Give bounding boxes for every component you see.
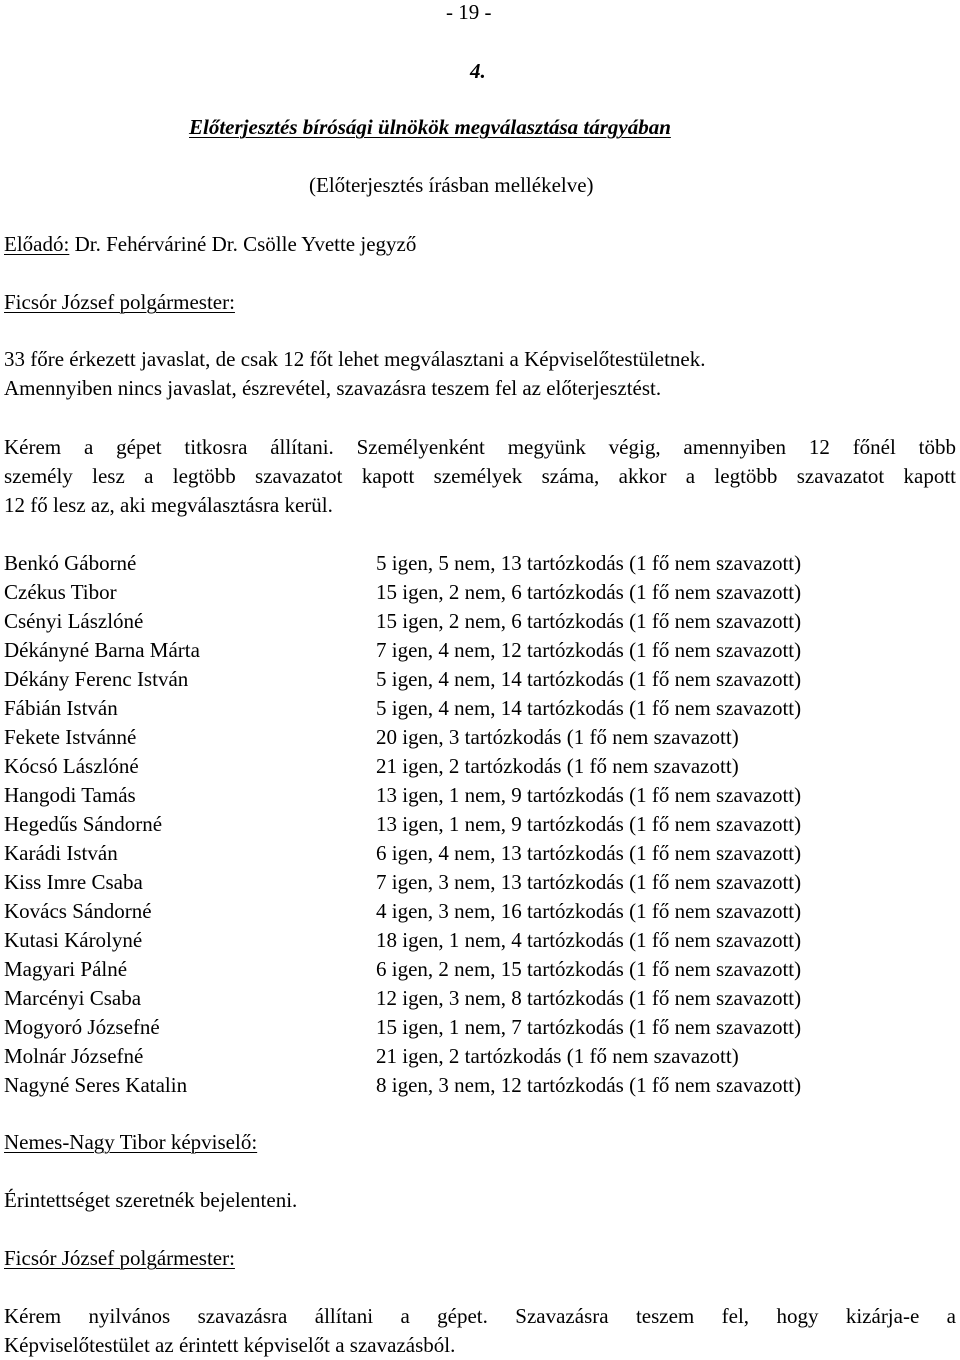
candidate-name: Kócsó Lászlóné — [4, 754, 139, 778]
vote-row — [4, 665, 956, 694]
candidate-name: Czékus Tibor — [4, 580, 117, 604]
speaker-heading-mayor-2: Ficsór József polgármester: — [4, 1246, 235, 1270]
vote-result: 21 igen, 2 tartózkodás (1 fő nem szavazott) — [376, 754, 739, 778]
agenda-item-title: Előterjesztés bírósági ülnökök megválasztása tárgyában — [189, 115, 671, 139]
paragraph-line: személy lesz a legtöbb szavazatot kapott személyek száma, akkor a legtöbb szavazatot kapott — [4, 464, 956, 488]
vote-row — [4, 549, 956, 578]
presenter-label: Előadó: — [4, 232, 70, 256]
vote-result: 5 igen, 4 nem, 14 tartózkodás (1 fő nem szavazott) — [376, 696, 802, 720]
speaker-heading-representative: Nemes-Nagy Tibor képviselő: — [4, 1130, 258, 1154]
vote-result: 6 igen, 4 nem, 13 tartózkodás (1 fő nem szavazott) — [376, 841, 802, 865]
mayor-paragraph-1 — [4, 345, 705, 403]
vote-result: 8 igen, 3 nem, 12 tartózkodás (1 fő nem szavazott) — [376, 1073, 802, 1097]
vote-row — [4, 955, 956, 984]
agenda-item-number: 4. — [470, 59, 486, 83]
candidate-name: Fábián István — [4, 696, 118, 720]
paragraph-line: 33 főre érkezett javaslat, de csak 12 főt lehet megválasztani a Képviselőtestületnek. — [4, 347, 706, 371]
vote-result: 7 igen, 4 nem, 12 tartózkodás (1 fő nem szavazott) — [376, 638, 802, 662]
vote-row — [4, 926, 956, 955]
vote-row — [4, 1042, 956, 1071]
vote-row — [4, 607, 956, 636]
vote-result: 12 igen, 3 nem, 8 tartózkodás (1 fő nem szavazott) — [376, 986, 802, 1010]
vote-row — [4, 694, 956, 723]
vote-result: 13 igen, 1 nem, 9 tartózkodás (1 fő nem szavazott) — [376, 812, 802, 836]
candidate-name: Kutasi Károlyné — [4, 928, 143, 952]
candidate-name: Hegedűs Sándorné — [4, 812, 163, 836]
candidate-name: Dékányné Barna Márta — [4, 638, 200, 662]
candidate-name: Kiss Imre Csaba — [4, 870, 143, 894]
candidate-name: Hangodi Tamás — [4, 783, 136, 807]
vote-result: 4 igen, 3 nem, 16 tartózkodás (1 fő nem szavazott) — [376, 899, 802, 923]
vote-result: 5 igen, 5 nem, 13 tartózkodás (1 fő nem szavazott) — [376, 551, 802, 575]
candidate-name: Csényi Lászlóné — [4, 609, 144, 633]
vote-row — [4, 1013, 956, 1042]
vote-row — [4, 984, 956, 1013]
presenter-line — [4, 230, 416, 259]
vote-result: 21 igen, 2 tartózkodás (1 fő nem szavazott) — [376, 1044, 739, 1068]
vote-result: 15 igen, 1 nem, 7 tartózkodás (1 fő nem szavazott) — [376, 1015, 802, 1039]
vote-row — [4, 810, 956, 839]
candidate-name: Benkó Gáborné — [4, 551, 137, 575]
candidate-name: Dékány Ferenc István — [4, 667, 189, 691]
vote-row — [4, 897, 956, 926]
vote-row — [4, 578, 956, 607]
candidate-name: Magyari Pálné — [4, 957, 128, 981]
vote-results-list — [4, 549, 956, 1100]
paragraph-line: Amennyiben nincs javaslat, észrevétel, szavazásra teszem fel az előterjesztést. — [4, 376, 662, 400]
candidate-name: Fekete Istvánné — [4, 725, 137, 749]
presenter-name: Dr. Fehérváriné Dr. Csölle Yvette jegyző — [69, 232, 417, 256]
candidate-name: Mogyoró Józsefné — [4, 1015, 160, 1039]
vote-result: 6 igen, 2 nem, 15 tartózkodás (1 fő nem szavazott) — [376, 957, 802, 981]
agenda-item-note: (Előterjesztés írásban mellékelve) — [309, 173, 594, 197]
vote-result: 13 igen, 1 nem, 9 tartózkodás (1 fő nem szavazott) — [376, 783, 802, 807]
vote-result: 5 igen, 4 nem, 14 tartózkodás (1 fő nem szavazott) — [376, 667, 802, 691]
vote-row — [4, 752, 956, 781]
candidate-name: Molnár Józsefné — [4, 1044, 144, 1068]
mayor-paragraph-2 — [4, 433, 956, 520]
vote-row — [4, 868, 956, 897]
paragraph-line: 12 fő lesz az, aki megválasztásra kerül. — [4, 493, 333, 517]
vote-result: 7 igen, 3 nem, 13 tartózkodás (1 fő nem szavazott) — [376, 870, 802, 894]
paragraph-line: Képviselőtestület az érintett képviselőt a szavazásból. — [4, 1333, 456, 1357]
candidate-name: Karádi István — [4, 841, 118, 865]
vote-row — [4, 839, 956, 868]
vote-row — [4, 1071, 956, 1100]
paragraph-line: Kérem nyilvános szavazásra állítani a gépet. Szavazásra teszem fel, hogy kizárja-e a — [4, 1304, 956, 1328]
speaker-heading-mayor: Ficsór József polgármester: — [4, 290, 235, 314]
candidate-name: Nagyné Seres Katalin — [4, 1073, 188, 1097]
vote-result: 18 igen, 1 nem, 4 tartózkodás (1 fő nem szavazott) — [376, 928, 802, 952]
representative-statement: Érintettséget szeretnék bejelenteni. — [4, 1188, 298, 1212]
vote-row — [4, 723, 956, 752]
vote-result: 20 igen, 3 tartózkodás (1 fő nem szavazott) — [376, 725, 739, 749]
vote-result: 15 igen, 2 nem, 6 tartózkodás (1 fő nem szavazott) — [376, 609, 802, 633]
vote-row — [4, 636, 956, 665]
candidate-name: Kovács Sándorné — [4, 899, 152, 923]
candidate-name: Marcényi Csaba — [4, 986, 142, 1010]
vote-result: 15 igen, 2 nem, 6 tartózkodás (1 fő nem szavazott) — [376, 580, 802, 604]
vote-row — [4, 781, 956, 810]
paragraph-line: Kérem a gépet titkosra állítani. Személyenként megyünk végig, amennyiben 12 főnél több — [4, 435, 956, 459]
mayor-closing-paragraph — [4, 1302, 956, 1360]
page-number: - 19 - — [446, 0, 492, 24]
